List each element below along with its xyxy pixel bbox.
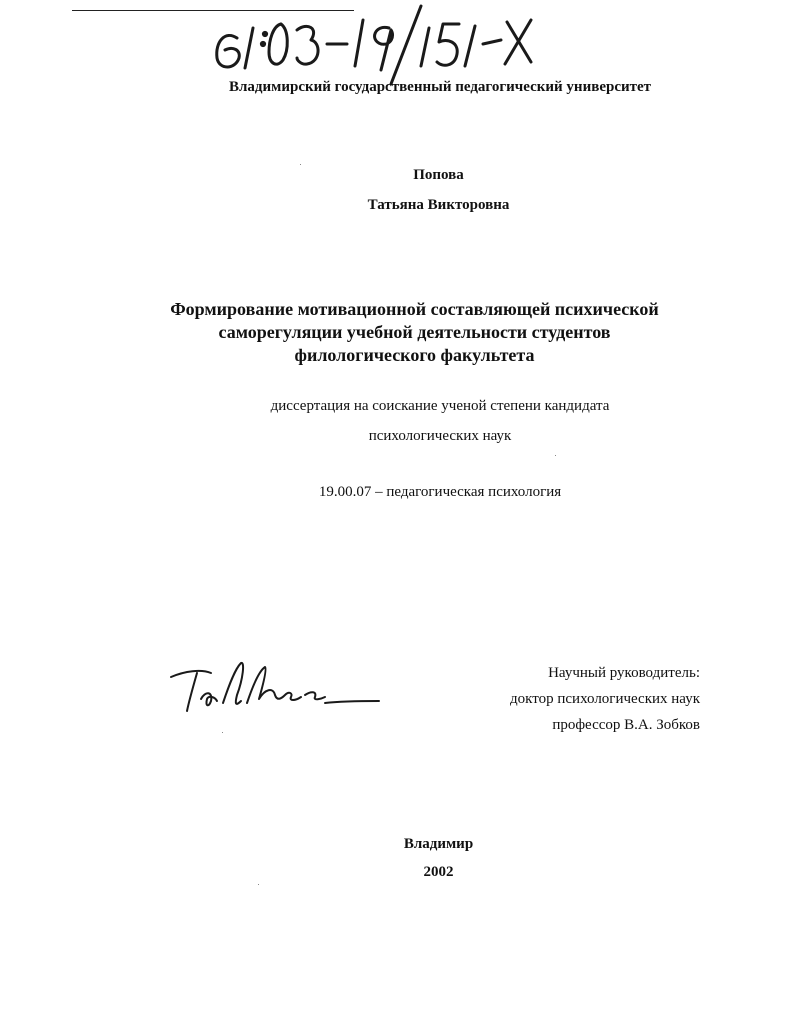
supervisor-degree: доктор психологических наук xyxy=(510,691,700,707)
city: Владимир xyxy=(403,836,474,852)
author-signature xyxy=(165,655,385,725)
author-given-names: Татьяна Викторовна xyxy=(367,197,510,213)
specialty-code: 19.00.07 – педагогическая психология xyxy=(318,484,562,500)
scan-speck xyxy=(222,732,223,733)
author-surname: Попова xyxy=(413,167,464,183)
scan-speck xyxy=(555,455,556,456)
scan-speck xyxy=(258,884,259,885)
supervisor-name: профессор В.А. Зобков xyxy=(552,717,700,733)
university-name: Владимирский государственный педагогический университет xyxy=(228,79,652,95)
handwritten-archive-stamp xyxy=(195,0,535,90)
dissertation-title xyxy=(133,298,696,367)
degree-statement-line1: диссертация на соискание ученой степени кандидата xyxy=(270,398,610,414)
year: 2002 xyxy=(423,864,454,880)
degree-statement-line2: психологических наук xyxy=(368,428,512,444)
title-line: филологического факультета xyxy=(294,345,535,365)
supervisor-label: Научный руководитель: xyxy=(548,665,700,681)
supervisor-block xyxy=(420,660,700,738)
scan-speck xyxy=(300,164,301,165)
title-line: саморегуляции учебной деятельности студентов xyxy=(218,322,611,342)
title-line: Формирование мотивационной составляющей психической xyxy=(170,299,659,319)
stamp-text: 61:03-19/151-X xyxy=(195,88,202,89)
